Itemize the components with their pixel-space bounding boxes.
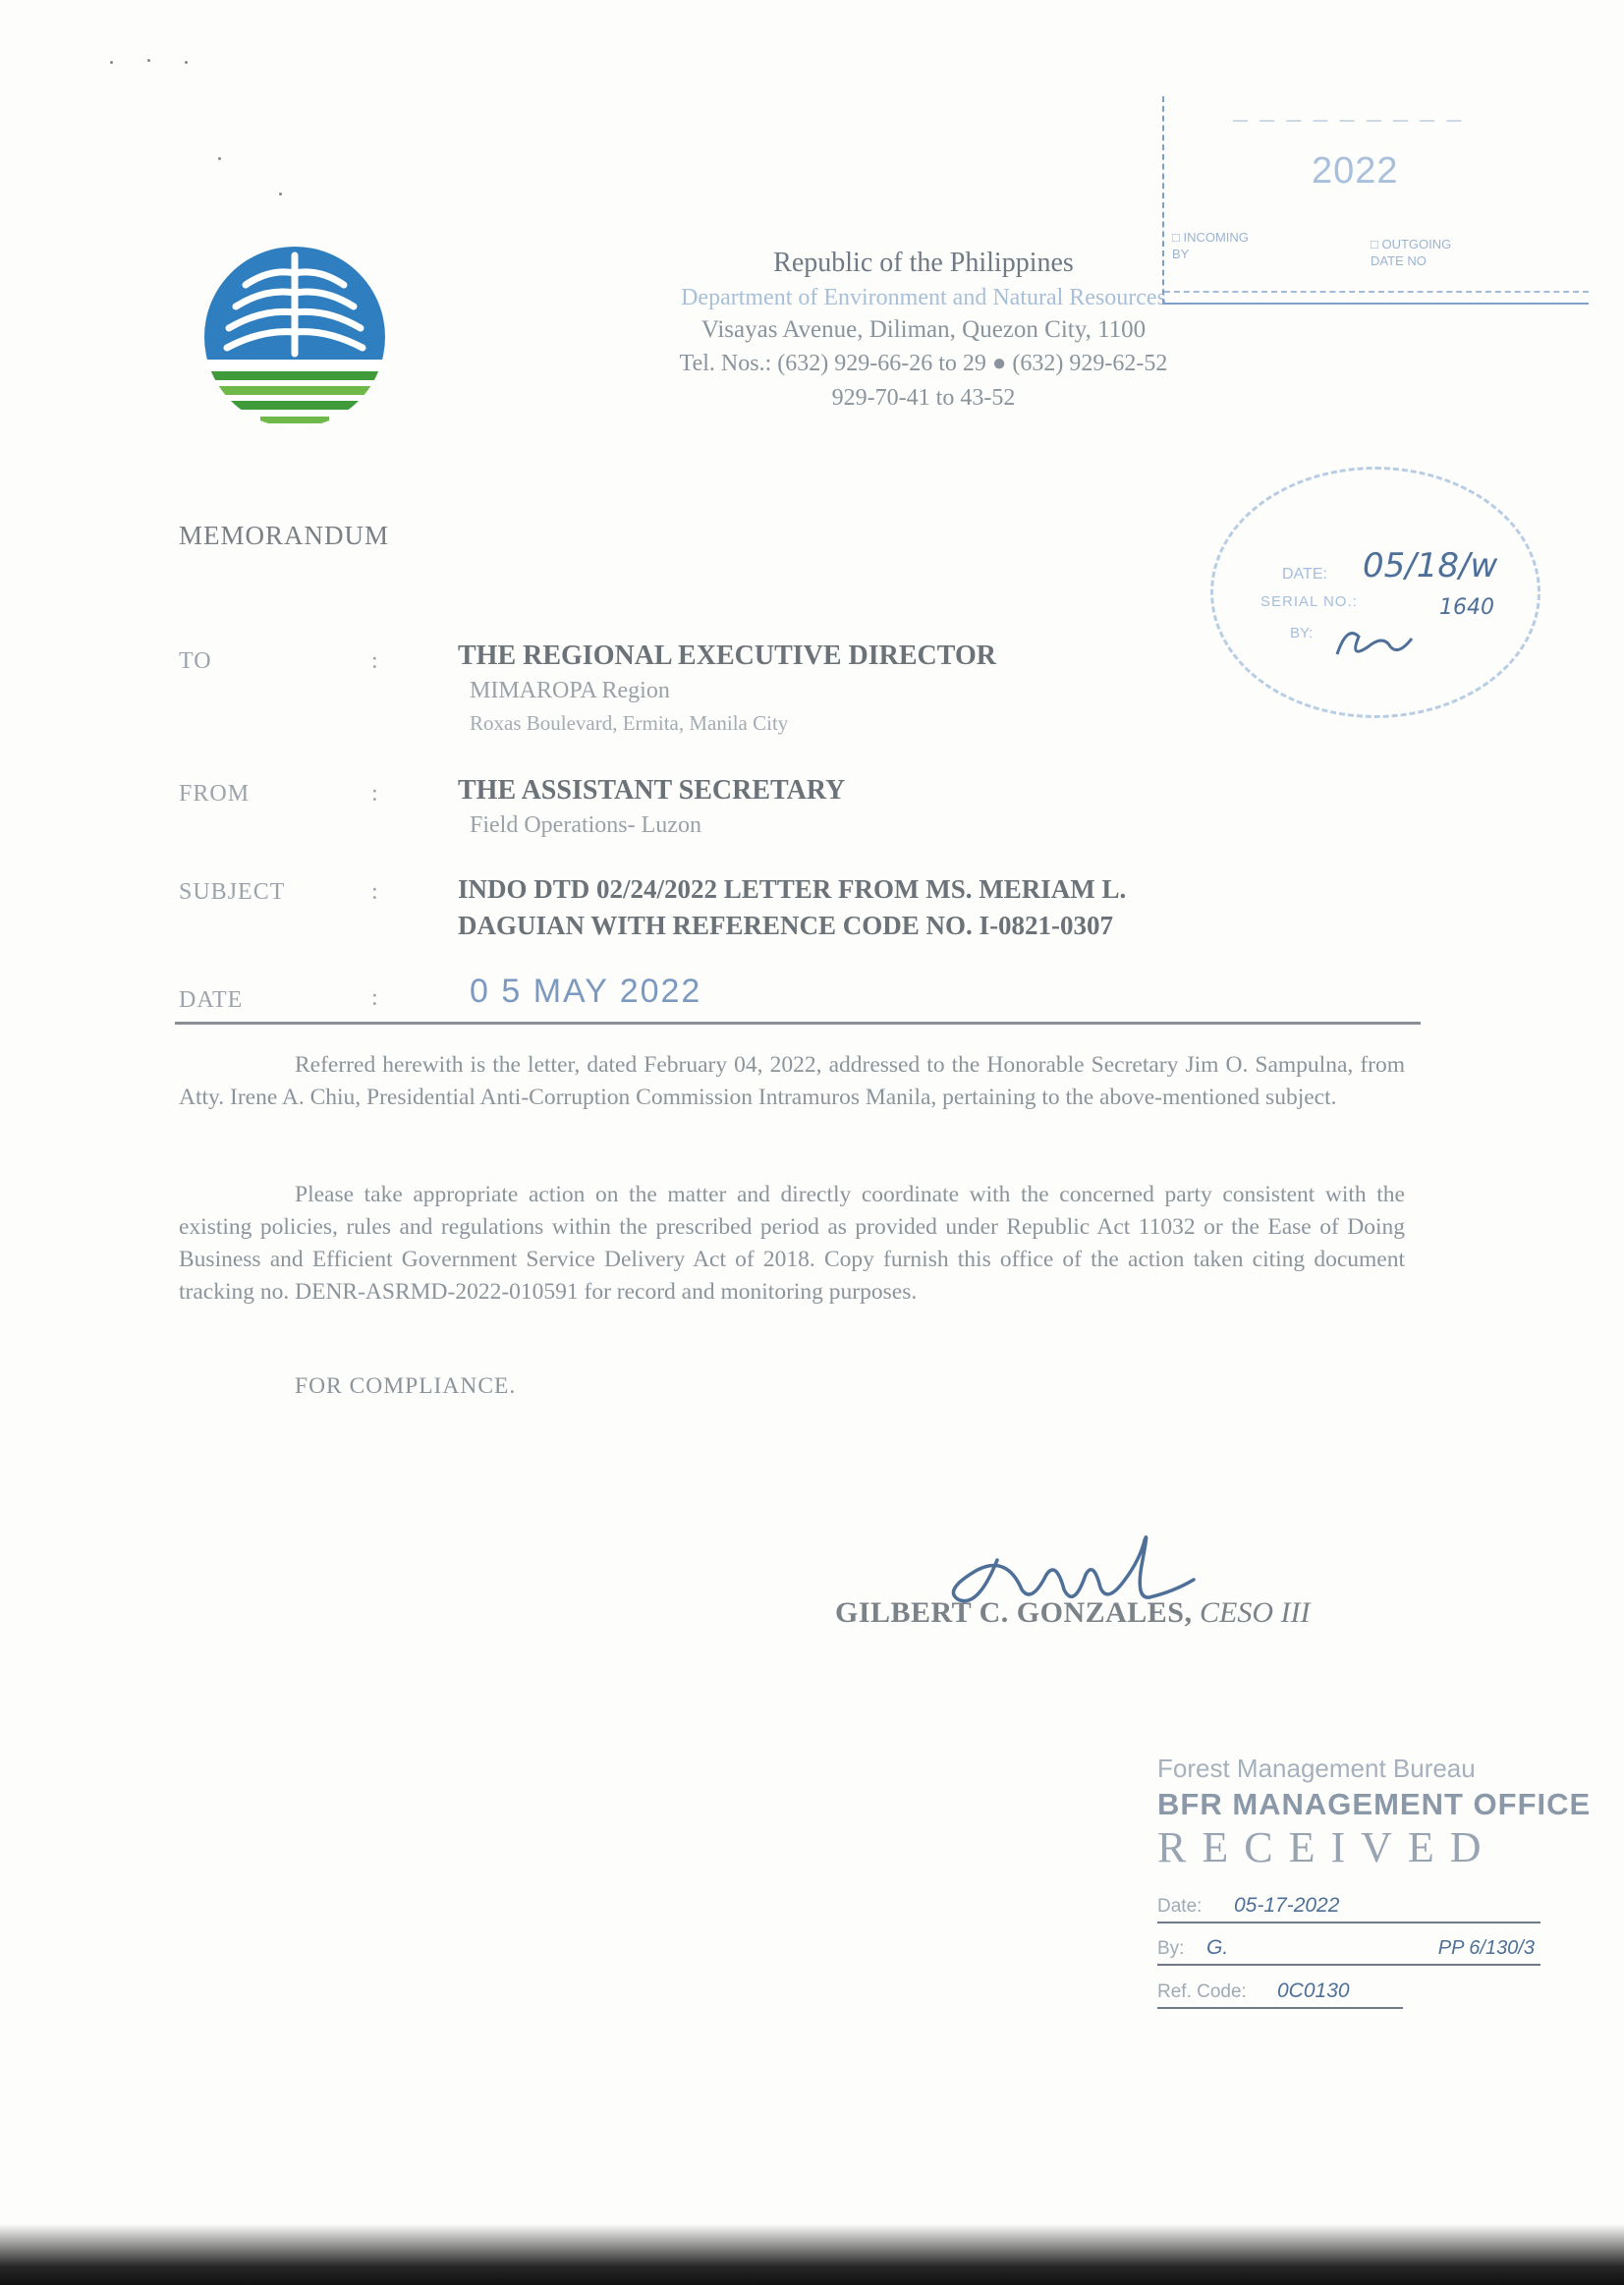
from-colon: : [371, 781, 378, 807]
incoming-stamp-right [1371, 236, 1451, 269]
received-ref-value: 0C0130 [1277, 1979, 1350, 2002]
subject-line-1: INDO DTD 02/24/2022 LETTER FROM MS. MERIAM L. [458, 874, 1127, 904]
from-office: Field Operations- Luzon [470, 812, 701, 838]
received-date-label: Date: [1157, 1896, 1203, 1917]
from-sender: THE ASSISTANT SECRETARY [458, 775, 846, 806]
circle-stamp-initials [1329, 617, 1418, 666]
outgoing-caption: □ OUTGOING [1371, 237, 1452, 251]
date-label: DATE [179, 987, 244, 1013]
incoming-stamp-left [1172, 229, 1249, 262]
circle-stamp-by-label: BY: [1290, 625, 1314, 641]
received-by-row [1157, 1928, 1540, 1966]
incoming-by: BY [1172, 247, 1190, 261]
memo-title: MEMORANDUM [179, 521, 390, 550]
denr-logo [201, 244, 388, 430]
received-date-value: 05-17-2022 [1234, 1894, 1340, 1917]
circle-stamp-date-handwritten: 05/18/w [1363, 546, 1498, 585]
scan-speck [110, 61, 113, 64]
signatory [835, 1596, 1310, 1630]
scan-speck [185, 61, 188, 64]
received-date-row [1157, 1886, 1540, 1923]
received-ref-row [1157, 1972, 1403, 2009]
scan-speck [279, 193, 282, 195]
date-stamp-value: 0 5 MAY 2022 [470, 973, 702, 1010]
received-stamp-title: RECEIVED [1157, 1823, 1497, 1871]
subject-colon: : [371, 879, 378, 905]
incoming-stamp [1162, 96, 1589, 305]
header-republic: Republic of the Philippines [773, 248, 1074, 278]
header-telephone-2: 929-70-41 to 43-52 [831, 385, 1016, 411]
header-telephone: Tel. Nos.: (632) 929-66-26 to 29 ● (632) 929-62-52 [679, 351, 1168, 376]
to-colon: : [371, 648, 378, 674]
received-stamp-office: BFR MANAGEMENT OFFICE [1157, 1787, 1592, 1821]
received-pp-value: PP 6/130/3 [1437, 1937, 1535, 1959]
body-paragraph-1: Referred herewith is the letter, dated February 04, 2022, addressed to the Honorable Secretary Jim O. Sampulna, from Atty. Irene A. Chiu, Presidential Anti-Corruption Commission Intramuros Manila, pertaining to the above-mentioned subject. [179, 1052, 1405, 1110]
header-address: Visayas Avenue, Diliman, Quezon City, 1100 [700, 316, 1147, 343]
scan-speck [218, 157, 221, 160]
outgoing-date: DATE NO [1371, 253, 1427, 268]
received-by-label: By: [1157, 1938, 1185, 1959]
incoming-stamp-divider [1164, 291, 1589, 293]
incoming-stamp-header: — — — — — — — — — [1233, 112, 1466, 129]
incoming-stamp-year: 2022 [1312, 150, 1399, 192]
received-ref-label: Ref. Code: [1157, 1981, 1247, 2002]
circle-stamp-serial-label: SERIAL NO.: [1260, 593, 1358, 610]
to-region: MIMAROPA Region [470, 678, 670, 703]
subject-label: SUBJECT [179, 879, 286, 905]
header-divider [175, 1022, 1421, 1025]
from-label: FROM [179, 781, 251, 807]
signatory-name: GILBERT C. GONZALES, [835, 1596, 1193, 1629]
received-by-value: G. [1206, 1936, 1229, 1959]
header-department: Department of Environment and Natural Resources [681, 285, 1166, 310]
scan-speck [147, 59, 150, 62]
circle-stamp-time-handwritten: 1640 [1439, 595, 1494, 620]
closing-line: FOR COMPLIANCE. [295, 1373, 517, 1399]
date-colon: : [371, 985, 378, 1011]
subject-line-2: DAGUIAN WITH REFERENCE CODE NO. I-0821-0307 [458, 911, 1114, 940]
to-label: TO [179, 648, 212, 674]
to-address: Roxas Boulevard, Ermita, Manila City [470, 711, 789, 735]
circle-stamp-date-label: DATE: [1282, 566, 1327, 583]
body-paragraph-2: Please take appropriate action on the matter and directly coordinate with the concerned party consistent with the existing policies, rules and regulations within the prescribed period as provided under Republic Act 11032 or the Ease of Doing Business and Efficient Government Service Delivery Act of 2018. Copy furnish this office of the action taken citing document tracking no. DENR-ASRMD-2022-010591 for record and monitoring purposes. [179, 1182, 1405, 1305]
to-recipient: THE REGIONAL EXECUTIVE DIRECTOR [458, 641, 996, 671]
incoming-caption: □ INCOMING [1172, 230, 1249, 245]
received-stamp-bureau: Forest Management Bureau [1157, 1754, 1476, 1783]
records-circle-stamp [1210, 467, 1540, 718]
signatory-post-nominal: CESO III [1200, 1596, 1311, 1629]
